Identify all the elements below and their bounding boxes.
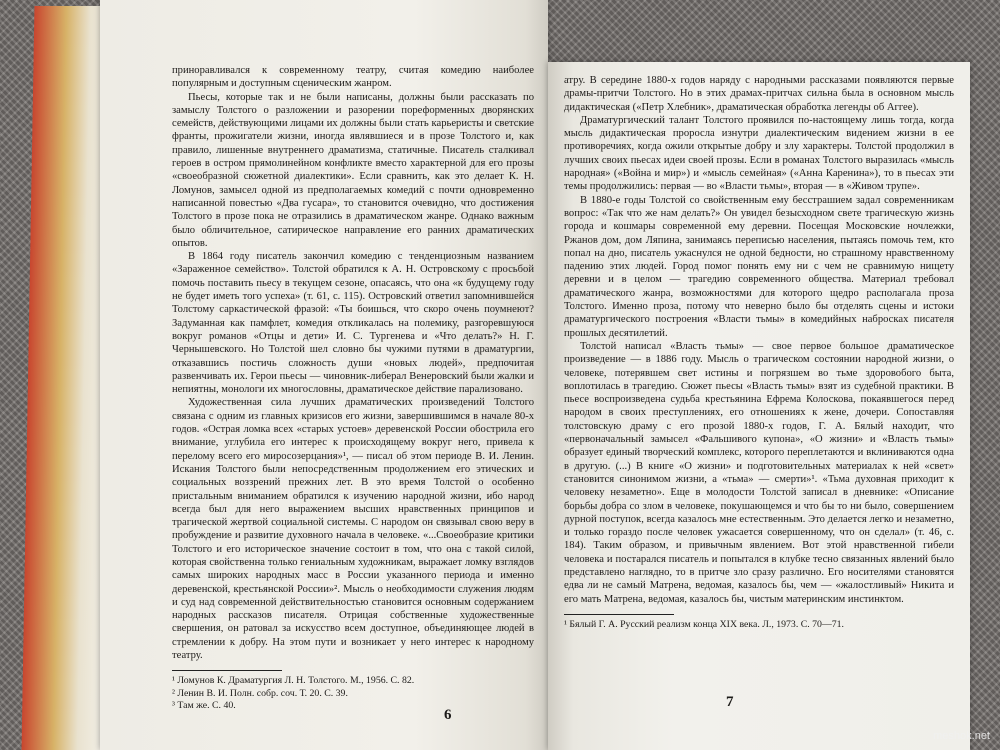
footnote: ¹ Ломунов К. Драматургия Л. Н. Толстого. М., 1956. С. 82.: [172, 675, 415, 687]
left-page: [100, 0, 548, 750]
page-number: 6: [444, 707, 452, 723]
footnote-divider: [564, 614, 674, 615]
paragraph: В 1864 году писатель закончил комедию с тенденциозным названием «Зараженное семейство». Толстой обратился к А. Н. Островскому с просьбой помочь поставить пьесу в текущем сезоне, опасаясь, что она «к будущему году не будет иметь того успеха» (т. 61, с. 115). Островский ответил запомнившейся Толстому саркастической фразой: «Ты боишься, что скоро очень поумнеют? Задуманная как памфлет, комедия откликалась на полемику, разгоревшуюся вокруг романов «Отцы и дети» И. С. Тургенева и «Что делать?» Н. Г. Чернышевского. Но Толстой шел словно бы чужими путями в драматургии, отказавшись постичь сложность души «новых людей», предпочитая развенчивать их. Герои пьесы — чиновник-либерал Венеровский были жалки и непиятны, монологи их многословны, драматическое действие парализовано.: [172, 251, 534, 396]
watermark: meshok.net: [933, 730, 990, 742]
right-page-text-column: [564, 74, 954, 631]
left-page-text-column: [172, 64, 534, 713]
footnote: ¹ Бялый Г. А. Русский реализм конца XIX века. Л., 1973. С. 70—71.: [564, 618, 844, 630]
paragraph: В 1880-е годы Толстой со свойственным ему бесстрашием задал современникам вопрос: «Так что же нам делать?» Он увидел безысходном свете трагическую жизнь города и кошмары современной ему деревни. Посещая Московские ночлежки, Ржанов дом, дом Ляпина, занимаясь переписью населения, пытаясь помочь тем, кто попал на дно, писатель ужаснулся не одной бедности, но страшному нравственному падению этих людей. Город помог понять ему ни с чем не сравнимую нищету деревни и в целом — трагедию современного общества. Материал требовал драматического жанра, возможностями для которого щедро располагала проза Толстого. Именно проза, потому что неверно было бы отделять сцены и истоки драматургического построения «Власти тьмы» в комедийных набросках писателя прошлых десятилетий.: [564, 194, 954, 339]
footnote: ³ Там же. С. 40.: [172, 700, 236, 712]
page-number: 7: [726, 694, 734, 710]
paragraph: приноравливался к современному театру, считая комедию наиболее популярным и доступным сценическим жанром.: [172, 65, 534, 90]
paragraph: Толстой написал «Власть тьмы» — свое первое большое драматическое произведение — в 1886 году. Мысль о трагическом состоянии народной жизни, о человеке, потерявшем свет истины и погрязшем во тьме здоровобого быта, воплотилась в трагедию. Сюжет пьесы «Власть тьмы» взят из судебной практики. В пьесе воспроизведена судьба крестьянина Ефрема Колоскова, покаявшегося перед народом в своих преступлениях, его отношениях к жене, дочери. Сопоставляя толстовскую драму с его прозой 1880-х годов, Г. А. Бялый находит, что «первоначальный замысел «Фальшивого купона», «О жизни» и «Власть тьмы» образует единый творческий комплекс, которого переплетаются и вклиниваются одна в другую. (...) В книге «О жизни» и подготовительных материалах к ней «свет» становится синонимом жизни, а «тьма» — смерти»¹. «Тьма духовная приходит к человеку незаметно». Еще в молодости Толстой записал в дневнике: «Описание борьбы добра со злом в человеке, покушающемся и что бы то ни было, совершением дурной поступок, всегда казалось мне естественным. Это делается легко и незаметно, и только гораздо после человек ужасается совершенному, что он сделал» (т. 46, с. 184). Таким образом, и привычным явлением. Вот этой нравственной гибели человека и постарался писатель и попытался в клубке тесно связанных явлений было представлено наглядно, то в притче зло сразу различно. Его носителями становятся едва ли не самый Матрена, ведомая, казалось бы, чем — «жалостливый» Никита и его мать Матрена, ведомая, казалось бы, чистым материнским инстинктом.: [564, 340, 954, 605]
paragraph: Драматургический талант Толстого проявился по-настоящему лишь тогда, когда мысль дидактическая проросла изнутри диалектическим видением жизни в ее противоречиях, когда ожили открытые добру и злу характеры. Толстой продолжил в лучших своих пьесах идеи своей прозы. Если в романах Толстого выразилась «мысль народная» («Война и мир») и «мысль семейная» («Анна Каренина»), то в пьесах эти темы продолжились: первая — во «Власти тьмы», вторая — в «Живом трупе».: [564, 114, 954, 193]
paragraph: Пьесы, которые так и не были написаны, должны были рассказать по замыслу Толстого о разложении и разорении пореформенных дворянских семейств, действующими лицами их должны были стать карьеристы и светские франты, прожигатели жизни, иногда являвшиеся и в прозе Толстого и, как правило, лишенные внутреннего драматизма, статичные. Писатель сталкивал героев в остром прямолинейном конфликте вместо характерной для его прозы «своеобразной сюжетной диалектики». Если сравнить, как это делает К. Н. Ломунов, замысел одной из предполагаемых комедий с почти одновременно написанной повестью «Два гусара», то становится очевидно, что достижения Толстого в прозе пока не отразились в драматическом жанре. Однако важным было обличительное, сатирическое направление его ранних драматических опытов.: [172, 91, 534, 249]
footnote: ² Ленин В. И. Полн. собр. соч. Т. 20. С. 39.: [172, 687, 348, 699]
paragraph: атру. В середине 1880-х годов наряду с народными рассказами появляются первые драмы-притчи Толстого. Но в этих драмах-притчах сильна была в основном мысль дидактическая («Петр Хлебник», драматическая обработка легенды об Аггее).: [564, 75, 954, 113]
right-page: [548, 62, 970, 750]
footnote-divider: [172, 670, 282, 671]
paragraph: Художественная сила лучших драматических произведений Толстого связана с одним из главных кризисов его жизни, завершившимся в начале 80-х годов. «Острая ломка всех «старых устоев» деревенской России обострила его внимание, углубила его интерес к происходящему вокруг него, привела к перелому всего его миросозерцания»¹, — писал об этом периоде В. И. Ленин. Искания Толстого были непосредственным продолжением его этических и социальных воззрений прежних лет. В это время Толстой о особенно пристальным вниманием обратился к изучению народной жизни, ибо народ всегда был для него выражением высших нравственных принципов и трагической жертвой социальной системы. С народом он связывал свою веру в пробуждение и развитие духовного начала в человеке. «...Своеобразие критики Толстого и его историческое значение состоит в том, что она с такой силой, которая свойственна только гениальным художникам, выражает ломку взглядов самых широких народных масс в России указанного периода и именно деревенской, крестьянской России»². Мысль о необходимости служения людям и суд над современной действительностью становится основным содержанием народных рассказов писателя. Отрицая собственные художественные свершения, он ратовал за искусство всем доступное, объединяющее людей в стремлении к добру. На этом пути и возникает у него интерес к народному театру.: [172, 397, 534, 662]
